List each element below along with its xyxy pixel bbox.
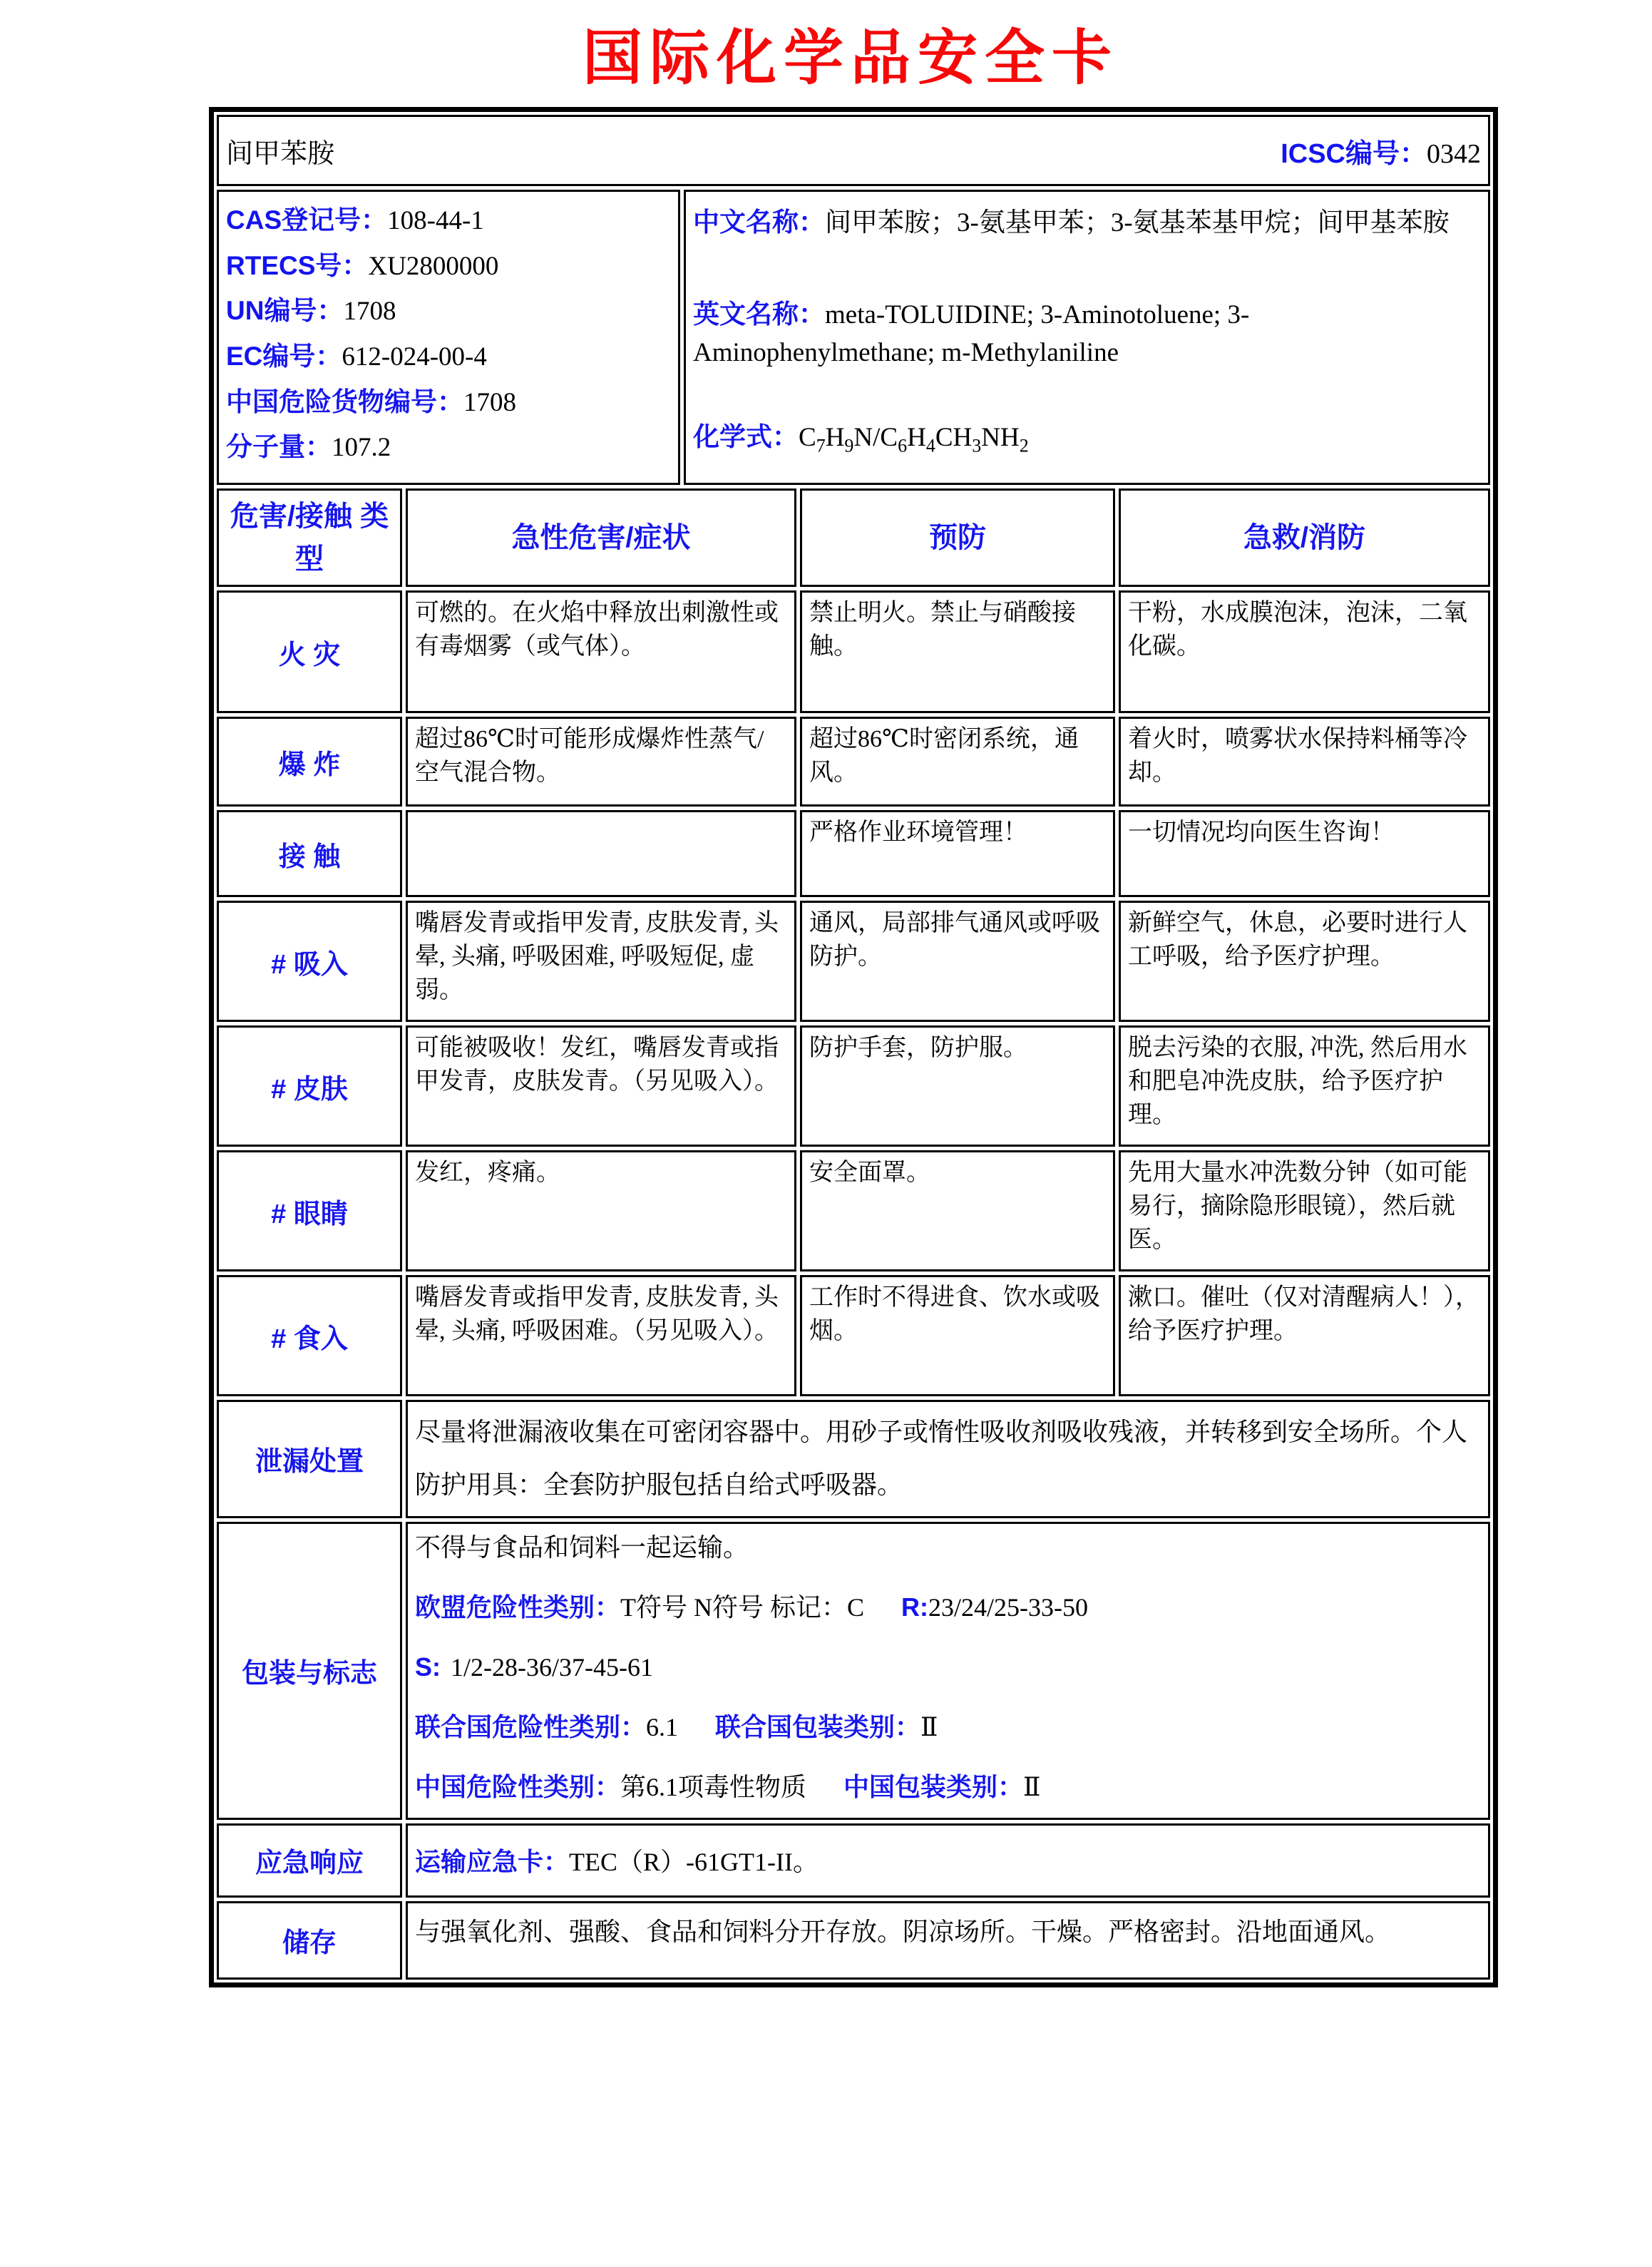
name-cell: [217, 115, 1490, 186]
molweight-value: 107.2: [332, 433, 391, 463]
eyes-symptom-cell: 发红，疼痛。: [406, 1150, 796, 1271]
explosion-symptom-cell: 超过86℃时可能形成爆炸性蒸气/空气混合物。: [406, 717, 796, 807]
cas-line: [226, 206, 671, 236]
china-dg-value: 1708: [463, 387, 516, 417]
hazard-row-explosion: [217, 717, 1490, 807]
emergency-row: [217, 1823, 1490, 1898]
ingestion-prevention-cell: 工作时不得进食、饮水或吸烟。: [800, 1275, 1115, 1396]
exposure-firstaid-cell: 一切情况均向医生咨询！: [1119, 810, 1490, 897]
s-phrases-value: 1/2-28-36/37-45-61: [451, 1653, 653, 1682]
hazard-header-symptom: 急性危害/症状: [406, 488, 796, 587]
eyes-firstaid-cell: 先用大量水冲洗数分钟（如可能易行，摘除隐形眼镜），然后就医。: [1119, 1150, 1490, 1271]
storage-text-cell: 与强氧化剂、强酸、食品和饲料分开存放。阴凉场所。干燥。严格密封。沿地面通风。: [406, 1901, 1490, 1980]
chinese-name-value: 间甲苯胺；3-氨基甲苯；3-氨基苯基甲烷；间甲基苯胺: [825, 208, 1450, 237]
rtecs-label: RTECS号：: [226, 250, 369, 280]
chinese-name-label: 中文名称：: [693, 208, 825, 237]
formula-label: 化学式：: [693, 421, 799, 451]
formula-subscript: 6: [898, 435, 908, 456]
packaging-transport-text: 不得与食品和饲料一起运输。: [415, 1532, 749, 1562]
ident-right-cell: [684, 190, 1490, 485]
emergency-content-cell: [406, 1823, 1490, 1898]
hazard-row-ingestion: [217, 1275, 1490, 1396]
formula-subscript: 7: [816, 435, 826, 456]
fire-prevention-cell: 禁止明火。禁止与硝酸接触。: [800, 590, 1115, 713]
exposure-symptom-cell: [406, 810, 796, 897]
formula-subscript: 2: [1019, 435, 1029, 456]
cn-class-label: 中国危险性类别：: [415, 1772, 621, 1802]
identification-row: [217, 190, 1490, 485]
safety-card: [209, 107, 1498, 1987]
skin-firstaid-cell: 脱去污染的衣服, 冲洗, 然后用水和肥皂冲洗皮肤，给予医疗护理。: [1119, 1025, 1490, 1147]
packaging-transport-line: [415, 1532, 1481, 1563]
packaging-content-cell: [406, 1522, 1490, 1820]
skin-symptom-cell: 可能被吸收！发红，嘴唇发青或指甲发青，皮肤发青。（另见吸入）。: [406, 1025, 796, 1147]
rtecs-line: [226, 252, 671, 282]
un-pack-label: 联合国包装类别：: [715, 1712, 921, 1742]
ingestion-firstaid-cell: 漱口。催吐（仅对清醒病人！），给予医疗护理。: [1119, 1275, 1490, 1396]
hazard-type-fire: 火 灾: [217, 590, 402, 713]
ec-line: [226, 342, 671, 372]
packaging-cn-line: [415, 1771, 1481, 1803]
formula-part: CH: [935, 422, 973, 452]
un-class-value: 6.1: [646, 1713, 679, 1742]
packaging-un-line: [415, 1711, 1481, 1743]
molweight-label: 分子量：: [226, 432, 332, 462]
chemical-name: 间甲苯胺: [226, 138, 335, 169]
explosion-prevention-cell: 超过86℃时密闭系统，通风。: [800, 717, 1115, 807]
formula-part: N/C: [853, 422, 898, 452]
formula-subscript: 3: [972, 435, 982, 456]
icsc-label: ICSC编号：: [1281, 138, 1427, 169]
formula-subscript: 4: [925, 435, 935, 456]
hazard-type-eyes: # 眼睛: [217, 1150, 402, 1271]
spill-text-cell: 尽量将泄漏液收集在可密闭容器中。用砂子或惰性吸收剂吸收残液，并转移到安全场所。个人防护用具：全套防护服包括自给式呼吸器。: [406, 1400, 1490, 1518]
inhalation-prevention-cell: 通风，局部排气通风或呼吸防护。: [800, 901, 1115, 1022]
formula-part: H: [825, 422, 845, 452]
packaging-row: [217, 1522, 1490, 1820]
icsc-number: [1281, 131, 1481, 170]
hazard-row-inhalation: [217, 901, 1490, 1022]
molweight-line: [226, 433, 671, 463]
chinese-name-block: [693, 203, 1481, 242]
spill-row: [217, 1400, 1490, 1518]
un-label: UN编号：: [226, 296, 344, 326]
transport-card-label: 运输应急卡：: [415, 1847, 570, 1877]
s-phrases-label: S:: [415, 1652, 441, 1682]
un-line: [226, 297, 671, 327]
formula-part: C: [799, 422, 816, 452]
eu-class-label: 欧盟危险性类别：: [415, 1592, 621, 1622]
fire-firstaid-cell: 干粉，水成膜泡沫，泡沫，二氧化碳。: [1119, 590, 1490, 713]
exposure-prevention-cell: 严格作业环境管理！: [800, 810, 1115, 897]
hazard-header-prevention: 预防: [800, 488, 1115, 587]
name-row: [217, 115, 1490, 186]
hazard-row-eyes: [217, 1150, 1490, 1271]
packaging-label-cell: 包装与标志: [217, 1522, 402, 1820]
cas-label: CAS登记号：: [226, 205, 388, 235]
hazard-type-exposure: 接 触: [217, 810, 402, 897]
un-class-label: 联合国危险性类别：: [415, 1712, 647, 1742]
hazard-row-exposure: [217, 810, 1490, 897]
hazard-row-skin: [217, 1025, 1490, 1147]
hazard-type-inhalation: # 吸入: [217, 901, 402, 1022]
hazard-type-explosion: 爆 炸: [217, 717, 402, 807]
emergency-label-cell: 应急响应: [217, 1823, 402, 1898]
icsc-value: 0342: [1427, 138, 1481, 169]
formula-value: [799, 422, 1029, 456]
inhalation-symptom-cell: 嘴唇发青或指甲发青, 皮肤发青, 头晕, 头痛, 呼吸困难, 呼吸短促, 虚弱。: [406, 901, 796, 1022]
packaging-s-line: [415, 1652, 1481, 1683]
un-pack-value: Ⅱ: [920, 1713, 938, 1742]
storage-label-cell: 储存: [217, 1901, 402, 1980]
explosion-firstaid-cell: 着火时，喷雾状水保持料桶等冷却。: [1119, 717, 1490, 807]
un-value: 1708: [343, 297, 396, 327]
eu-class-value: T符号 N符号 标记：C: [620, 1592, 865, 1622]
cas-value: 108-44-1: [387, 206, 484, 235]
cn-pack-value: Ⅱ: [1023, 1773, 1041, 1802]
rtecs-value: XU2800000: [368, 251, 499, 281]
cn-pack-label: 中国包装类别：: [843, 1772, 1024, 1802]
china-dg-line: [226, 388, 671, 418]
ec-label: EC编号：: [226, 342, 342, 372]
transport-card-value: TEC（R）-61GT1-II。: [569, 1848, 819, 1877]
hazard-header-row: [217, 488, 1490, 587]
spill-label-cell: 泄漏处置: [217, 1400, 402, 1518]
china-dg-label: 中国危险货物编号：: [226, 387, 463, 416]
hazard-type-skin: # 皮肤: [217, 1025, 402, 1147]
page-title: 国际化学品安全卡: [582, 26, 1119, 92]
english-name-block: [693, 295, 1481, 372]
formula-block: [693, 418, 1481, 459]
hazard-row-fire: [217, 590, 1490, 713]
hazard-header-type: 危害/接触 类型: [217, 488, 402, 587]
hazard-header-firstaid: 急救/消防: [1119, 488, 1490, 587]
english-name-label: 英文名称：: [693, 299, 825, 329]
cn-class-value: 第6.1项毒性物质: [620, 1773, 807, 1802]
r-phrases-value: 23/24/25-33-50: [928, 1592, 1089, 1622]
storage-row: [217, 1901, 1490, 1980]
eyes-prevention-cell: 安全面罩。: [800, 1150, 1115, 1271]
formula-part: H: [907, 422, 926, 452]
ident-left-cell: [217, 190, 680, 485]
packaging-eu-line: [415, 1592, 1481, 1623]
formula-part: NH: [981, 422, 1020, 452]
inhalation-firstaid-cell: 新鲜空气，休息，必要时进行人工呼吸，给予医疗护理。: [1119, 901, 1490, 1022]
ingestion-symptom-cell: 嘴唇发青或指甲发青, 皮肤发青, 头晕, 头痛, 呼吸困难。（另见吸入）。: [406, 1275, 796, 1396]
skin-prevention-cell: 防护手套，防护服。: [800, 1025, 1115, 1147]
formula-subscript: 9: [844, 435, 854, 456]
fire-symptom-cell: 可燃的。在火焰中释放出刺激性或有毒烟雾（或气体）。: [406, 590, 796, 713]
ec-value: 612-024-00-4: [342, 342, 487, 372]
english-name-value: meta-TOLUIDINE; 3-Aminotoluene; 3-Aminophenylmethane; m-Methylaniline: [693, 300, 1250, 368]
r-phrases-label: R:: [901, 1592, 929, 1622]
hazard-type-ingestion: # 食入: [217, 1275, 402, 1396]
